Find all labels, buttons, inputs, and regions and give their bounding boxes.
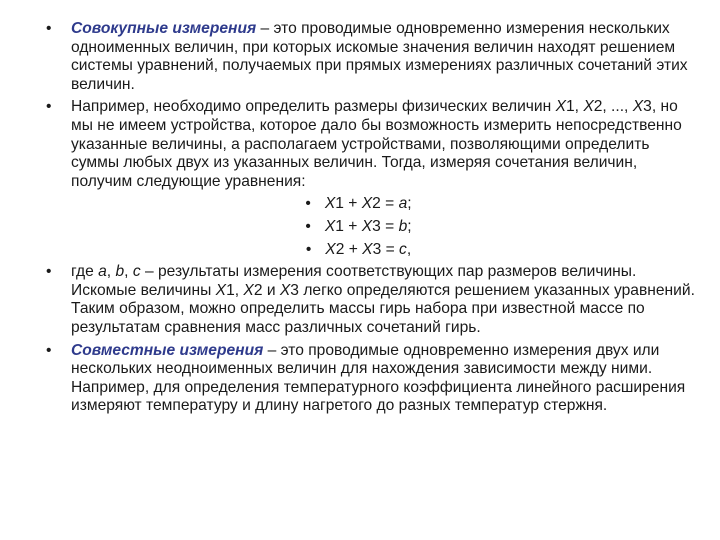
slide-content xyxy=(46,20,701,420)
definition-text: – это проводимые одновременно измерения нескольких одноименных величин, при которых искомые значения величин находят решением системы уравнений, получаемых при прямых измерениях различных сочетаний этих величин. xyxy=(71,20,688,93)
var-x: X xyxy=(583,98,594,116)
equation-1 xyxy=(46,195,701,214)
var-index: 3 xyxy=(643,98,652,116)
equation-2 xyxy=(46,218,701,237)
eq-var: X xyxy=(324,195,336,213)
term-joint-measurements: Совместные измерения xyxy=(71,341,264,359)
var-x: X xyxy=(632,98,644,116)
var-b: b xyxy=(115,263,125,281)
bullet-item-aggregate-measurements xyxy=(46,20,701,94)
sep: , xyxy=(124,263,133,281)
var-index: 2 и xyxy=(253,281,280,299)
var-index: 3 xyxy=(290,281,299,299)
var-x: X xyxy=(555,98,566,116)
bullet-marker: • xyxy=(305,240,312,258)
eq-part: 3 = xyxy=(372,217,399,235)
eq-var: X xyxy=(361,195,373,213)
equation-3 xyxy=(46,241,701,260)
eq-result: c xyxy=(399,240,407,258)
eq-part: 1 + xyxy=(335,217,362,235)
example-text: Например, необходимо определить размеры физических величин xyxy=(71,98,556,116)
eq-part: 2 + xyxy=(335,240,363,258)
eq-punct: ; xyxy=(407,217,412,235)
bullet-item-results xyxy=(46,263,701,337)
var-c: c xyxy=(132,263,141,281)
results-text-continued: – результаты измерения соответствующих пар размеров величины. Искомые величины xyxy=(71,263,637,299)
term-aggregate-measurements: Совокупные измерения xyxy=(71,20,257,37)
var-x: X xyxy=(243,281,254,299)
bullet-item-example xyxy=(46,98,701,191)
results-text: где xyxy=(71,263,99,281)
var-x: X xyxy=(215,281,227,299)
eq-result: a xyxy=(398,195,408,213)
eq-var: X xyxy=(361,217,373,235)
example-text-continued: , но мы не имеем устройства, которое дало бы возможность измерить непосредственно указанные величины, а располагаем устройствами, позволяющими определить суммы любых двух из указанных величин. Тогда, измеряя сочетания величин, получим следующие уравнения: xyxy=(71,98,682,190)
results-text-end: легко определяются решением указанных уравнений. Таким образом, можно определить массы гирь набора при известной массе по результатам сравнения масс различных сочетаний гирь. xyxy=(71,281,695,336)
bullet-marker: • xyxy=(46,20,52,37)
definition-text: – это проводимые одновременно измерения двух или нескольких неодноименных величин для нахождения зависимости между ними. Например, для определения температурного коэффициента линейного расширения измеряют температуру и длину нагретого до разных температур стержня. xyxy=(71,341,686,415)
eq-var: X xyxy=(362,240,373,258)
eq-var: X xyxy=(325,240,336,258)
var-index: 1, xyxy=(226,281,244,299)
var-index: 2, ..., xyxy=(593,98,633,116)
eq-part: 3 = xyxy=(372,240,400,258)
bullet-marker: • xyxy=(46,263,52,281)
eq-part: 1 + xyxy=(335,195,362,213)
bullet-marker: • xyxy=(305,217,311,235)
bullet-marker: • xyxy=(305,195,311,213)
bullet-marker: • xyxy=(46,341,52,359)
eq-punct: , xyxy=(406,240,412,258)
var-index: 1, xyxy=(565,98,584,116)
var-x: X xyxy=(279,281,291,299)
sep: , xyxy=(106,263,116,281)
eq-var: X xyxy=(324,217,336,235)
bullet-item-joint-measurements xyxy=(46,342,701,416)
eq-part: 2 = xyxy=(372,195,399,213)
var-a: a xyxy=(98,263,107,281)
bullet-marker: • xyxy=(46,98,52,116)
eq-punct: ; xyxy=(407,195,412,213)
eq-result: b xyxy=(398,217,408,235)
